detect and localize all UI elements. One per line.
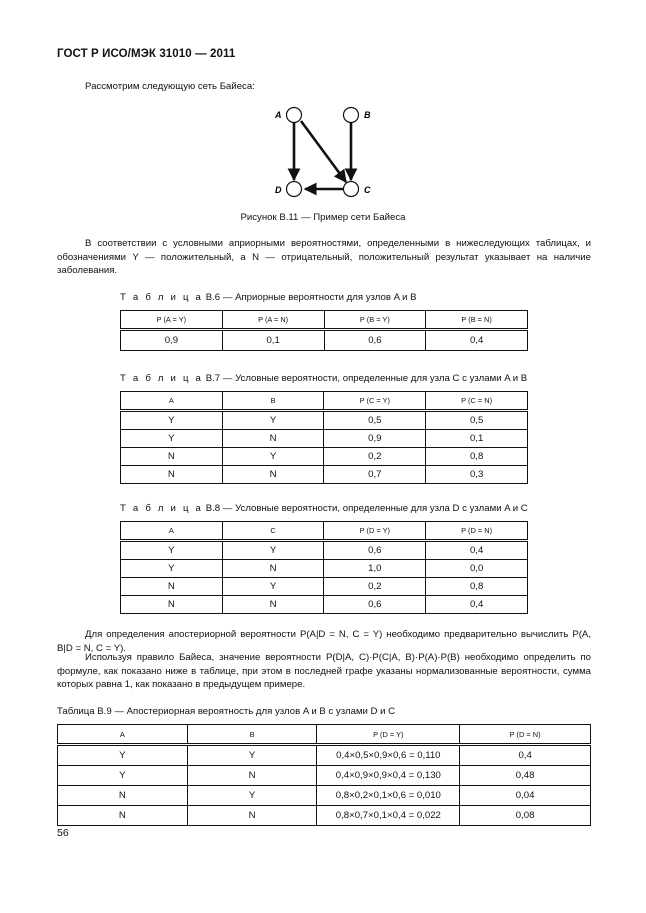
table-cell: 0,5 [324, 411, 426, 430]
paragraph-conditions: В соответствии с условными априорными вероятностями, определенными в нижеследующих таблицах, и обозначениями Y — положительный, а N — отрицательный, положительный результат указывает на наличие заболевания. [57, 238, 591, 277]
node-a-label: A [275, 110, 282, 120]
document-header: ГОСТ Р ИСО/МЭК 31010 — 2011 [57, 48, 236, 60]
table-cell: 0,2 [324, 578, 426, 596]
table-cell: 0,2 [324, 448, 426, 466]
header-cell: P (B = N) [426, 311, 528, 330]
table6-label: Т а б л и ц а [120, 292, 204, 303]
table-cell: 0,4×0,9×0,9×0,4 = 0,130 [317, 766, 460, 786]
table9-caption: Таблица В.9 — Апостериорная вероятность для узлов A и B с узлами D и C [57, 706, 396, 717]
table7-label: Т а б л и ц а [120, 373, 204, 384]
table-cell: 0,8×0,7×0,1×0,4 = 0,022 [317, 806, 460, 826]
header-cell: P (C = N) [426, 392, 528, 411]
header-cell: P (D = Y) [317, 725, 460, 745]
table6-caption [120, 292, 417, 303]
table-cell: 0,5 [426, 411, 528, 430]
table-row [58, 806, 591, 826]
table-cell: 0,4 [460, 745, 591, 766]
table-cell: Y [121, 541, 223, 560]
header-cell: P (C = Y) [324, 392, 426, 411]
table-cell: Y [58, 766, 188, 786]
table-cell: 0,1 [426, 430, 528, 448]
table-cell: N [121, 596, 223, 614]
node-d-label: D [275, 185, 282, 195]
header-cell: B [222, 392, 324, 411]
table-row [121, 330, 528, 351]
table-cell: 0,3 [426, 466, 528, 484]
table-row [58, 766, 591, 786]
table-row [121, 448, 528, 466]
table-cell: 0,4×0,5×0,9×0,6 = 0,110 [317, 745, 460, 766]
table-header-row [58, 725, 591, 745]
node-b [344, 108, 359, 123]
table-cell: N [222, 430, 324, 448]
table-cell: 1,0 [324, 560, 426, 578]
table-cell: Y [222, 448, 324, 466]
table-row [121, 411, 528, 430]
table-cell: Y [121, 411, 223, 430]
table-cell: 0,48 [460, 766, 591, 786]
table7-caption [120, 373, 527, 384]
table-header-row [121, 522, 528, 541]
paragraph-posterior: Для определения апостериорной вероятности P(A|D = N, C = Y) необходимо предварительно вычислить P(A, B|D = N, C = Y). [57, 629, 591, 654]
node-c-label: C [364, 185, 371, 195]
table-cell: 0,8 [426, 578, 528, 596]
table-cell: N [222, 596, 324, 614]
table-b7 [120, 391, 528, 484]
table-cell: N [58, 806, 188, 826]
table-cell: N [187, 766, 317, 786]
table-cell: 0,6 [324, 541, 426, 560]
table8-caption [120, 503, 528, 514]
header-cell: P (A = Y) [121, 311, 223, 330]
table-cell: 0,1 [222, 330, 324, 351]
table-row [121, 578, 528, 596]
table7-title: В.7 — Условные вероятности, определенные для узла C с узлами A и B [203, 373, 528, 384]
table-cell: Y [222, 541, 324, 560]
table-cell: Y [187, 745, 317, 766]
table-cell: N [121, 578, 223, 596]
table-cell: 0,6 [324, 596, 426, 614]
table-b6 [120, 310, 528, 351]
header-cell: A [121, 392, 223, 411]
table-cell: 0,7 [324, 466, 426, 484]
header-cell: P (D = N) [460, 725, 591, 745]
paragraph-bayes-rule: Используя правило Байеса, значение вероятности P(D|A, C)·P(C|A, B)·P(A)·P(B) необходимо определить по формуле, как показано ниже в таблице, при этом в последней графе указаны нормализованные вероятности, сумма которых равна 1, как показано в предыдущем примере. [57, 652, 591, 691]
header-cell: P (D = N) [426, 522, 528, 541]
table-cell: 0,4 [426, 330, 528, 351]
table-row [121, 560, 528, 578]
table-cell: Y [222, 578, 324, 596]
table-cell: Y [121, 560, 223, 578]
bayes-network-diagram [260, 100, 390, 205]
table-cell: Y [187, 786, 317, 806]
table-cell: 0,8 [426, 448, 528, 466]
table-row [121, 596, 528, 614]
node-c [344, 182, 359, 197]
table-row [121, 430, 528, 448]
table-cell: 0,0 [426, 560, 528, 578]
table-cell: 0,9 [121, 330, 223, 351]
figure-caption: Рисунок В.11 — Пример сети Байеса [240, 212, 406, 223]
node-b-label: B [364, 110, 371, 120]
table-row [121, 466, 528, 484]
table-header-row [121, 392, 528, 411]
table-cell: 0,08 [460, 806, 591, 826]
table-cell: N [58, 786, 188, 806]
intro-text: Рассмотрим следующую сеть Байеса: [85, 81, 255, 92]
header-cell: B [187, 725, 317, 745]
header-cell: C [222, 522, 324, 541]
table-header-row [121, 311, 528, 330]
header-cell: P (B = Y) [324, 311, 426, 330]
table8-label: Т а б л и ц а [120, 503, 204, 514]
table-cell: 0,6 [324, 330, 426, 351]
header-cell: P (D = Y) [324, 522, 426, 541]
table-cell: N [187, 806, 317, 826]
table-row [121, 541, 528, 560]
table-b8 [120, 521, 528, 614]
table-cell: 0,8×0,2×0,1×0,6 = 0,010 [317, 786, 460, 806]
header-cell: A [121, 522, 223, 541]
table-cell: 0,4 [426, 541, 528, 560]
table-cell: Y [222, 411, 324, 430]
table-cell: Y [121, 430, 223, 448]
table-cell: N [222, 466, 324, 484]
table-cell: 0,4 [426, 596, 528, 614]
table-cell: 0,9 [324, 430, 426, 448]
page-number: 56 [57, 827, 69, 839]
table-cell: 0,04 [460, 786, 591, 806]
table8-title: В.8 — Условные вероятности, определенные для узла D с узлами A и C [203, 503, 528, 514]
table-cell: N [121, 466, 223, 484]
table-row [58, 745, 591, 766]
table-row [58, 786, 591, 806]
table-b9 [57, 724, 591, 826]
header-cell: P (A = N) [222, 311, 324, 330]
table-cell: N [222, 560, 324, 578]
edge-a-c [301, 121, 346, 182]
header-cell: A [58, 725, 188, 745]
table-cell: N [121, 448, 223, 466]
node-a [287, 108, 302, 123]
node-d [287, 182, 302, 197]
table-cell: Y [58, 745, 188, 766]
table6-title: В.6 — Априорные вероятности для узлов A и B [203, 292, 417, 303]
